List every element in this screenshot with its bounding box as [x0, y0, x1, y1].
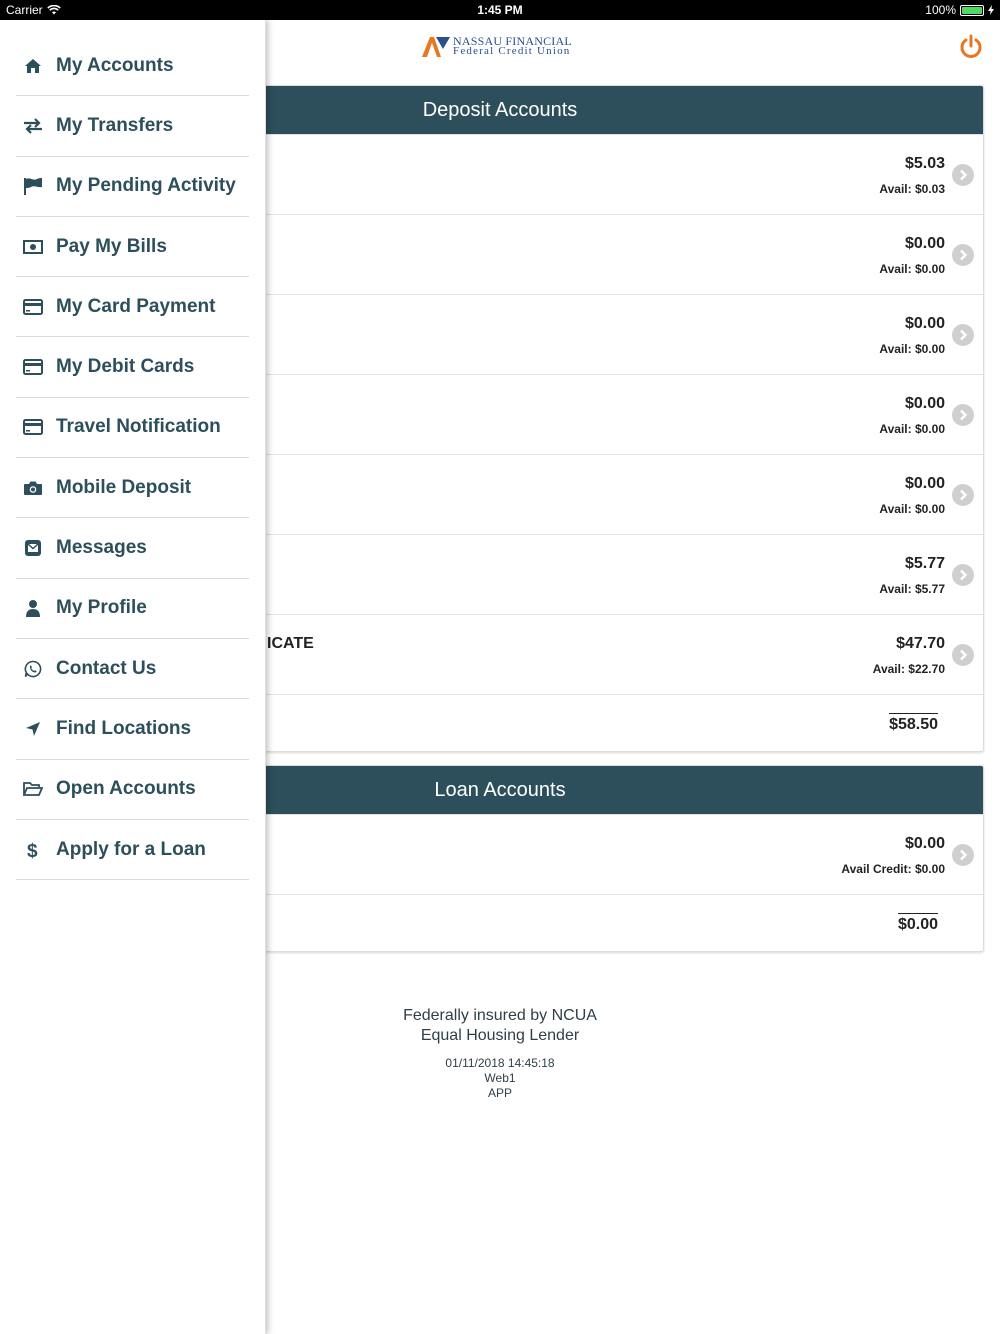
menu-item-messages[interactable]: [16, 518, 249, 578]
chevron-right-icon[interactable]: [952, 484, 974, 506]
deposit-total: $58.50: [889, 713, 938, 734]
account-available: Avail: $22.70: [872, 662, 945, 676]
chevron-right-icon[interactable]: [952, 564, 974, 586]
battery-icon: [960, 5, 984, 16]
account-available: Avail: $0.00: [879, 502, 945, 516]
account-balance: $5.77: [904, 555, 945, 572]
menu-item-label: Mobile Deposit: [56, 476, 192, 498]
menu-item-find-locations[interactable]: [16, 699, 249, 759]
logo-mark-icon: [422, 35, 450, 57]
loan-total: $0.00: [898, 913, 938, 934]
footer-housing: Equal Housing Lender: [420, 1027, 580, 1044]
menu-item-pay-my-bills[interactable]: [16, 217, 249, 277]
footer-server: Web1: [484, 1071, 516, 1085]
power-logout-icon[interactable]: [958, 34, 984, 60]
account-balance: $0.00: [904, 315, 945, 332]
account-available: Avail: $0.03: [879, 182, 945, 196]
envelope-icon: [22, 537, 44, 559]
chevron-right-icon[interactable]: [952, 244, 974, 266]
menu-item-label: Travel Notification: [56, 416, 221, 438]
credit-card-icon: [22, 296, 44, 318]
location-arrow-icon: [22, 718, 44, 740]
account-balance: $0.00: [904, 395, 945, 412]
carrier-label: Carrier: [6, 3, 43, 17]
account-available: Avail: $0.00: [879, 342, 945, 356]
chevron-right-icon[interactable]: [952, 844, 974, 866]
menu-item-label: Messages: [56, 537, 147, 559]
home-icon: [22, 55, 44, 77]
footer-timestamp: 01/11/2018 14:45:18: [445, 1056, 555, 1070]
menu-item-open-accounts[interactable]: [16, 760, 249, 820]
chevron-right-icon[interactable]: [952, 644, 974, 666]
account-available: Avail Credit: $0.00: [841, 862, 945, 876]
menu-item-mobile-deposit[interactable]: [16, 458, 249, 518]
flag-icon: [22, 175, 44, 197]
menu-item-label: My Pending Activity: [56, 175, 236, 197]
battery-percent: 100%: [925, 3, 956, 17]
menu-item-apply-for-a-loan[interactable]: [16, 820, 249, 880]
dollar-icon: [22, 839, 44, 861]
menu-item-label: Pay My Bills: [56, 235, 167, 257]
menu-item-my-accounts[interactable]: [16, 36, 249, 96]
money-bill-icon: [22, 236, 44, 258]
transfer-arrows-icon: [22, 115, 44, 137]
brand-logo: [422, 35, 572, 57]
logo-line1: NASSAU FINANCIAL: [453, 34, 572, 48]
menu-item-label: Contact Us: [56, 657, 157, 679]
menu-item-my-card-payment[interactable]: [16, 277, 249, 337]
side-drawer: [0, 20, 266, 1334]
account-balance: $0.00: [904, 835, 945, 852]
side-menu: [0, 20, 265, 880]
credit-card-icon: [22, 356, 44, 378]
menu-item-label: My Card Payment: [56, 295, 216, 317]
menu-item-label: My Profile: [56, 597, 147, 619]
menu-item-contact-us[interactable]: [16, 639, 249, 699]
battery-info: [925, 3, 994, 17]
account-available: Avail: $5.77: [879, 582, 945, 596]
menu-item-label: Open Accounts: [56, 778, 196, 800]
user-icon: [22, 597, 44, 619]
account-balance: $47.70: [896, 635, 945, 652]
account-available: Avail: $0.00: [879, 422, 945, 436]
menu-item-label: My Transfers: [56, 114, 174, 136]
clock: 1:45 PM: [477, 3, 523, 17]
menu-item-my-profile[interactable]: [16, 579, 249, 639]
menu-item-label: My Accounts: [56, 54, 174, 76]
footer-ncua: Federally insured by NCUA: [403, 1007, 597, 1024]
menu-item-my-pending-activity[interactable]: [16, 157, 249, 217]
account-balance: $5.03: [904, 155, 945, 172]
menu-item-label: Apply for a Loan: [56, 838, 206, 860]
footer-mode: APP: [487, 1086, 512, 1100]
chevron-right-icon[interactable]: [952, 324, 974, 346]
menu-item-my-transfers[interactable]: [16, 96, 249, 156]
loan-accounts-header: Loan Accounts: [17, 766, 983, 814]
folder-open-icon: [22, 778, 44, 800]
chevron-right-icon[interactable]: [952, 164, 974, 186]
menu-item-my-debit-cards[interactable]: [16, 337, 249, 397]
status-bar: [0, 0, 1000, 20]
svg-text:$: $: [27, 840, 38, 860]
account-balance: $0.00: [904, 235, 945, 252]
logo-line2: Federal Credit Union: [453, 45, 571, 57]
account-balance: $0.00: [904, 475, 945, 492]
whatsapp-phone-icon: [22, 658, 44, 680]
account-name: ICATE: [267, 635, 314, 652]
menu-item-label: My Debit Cards: [56, 356, 195, 378]
deposit-accounts-header: Deposit Accounts: [17, 86, 983, 134]
menu-item-label: Find Locations: [56, 717, 192, 739]
credit-card-icon: [22, 416, 44, 438]
charging-bolt-icon: [988, 5, 994, 15]
menu-item-travel-notification[interactable]: [16, 398, 249, 458]
camera-icon: [22, 477, 44, 499]
chevron-right-icon[interactable]: [952, 404, 974, 426]
account-available: Avail: $0.00: [879, 262, 945, 276]
